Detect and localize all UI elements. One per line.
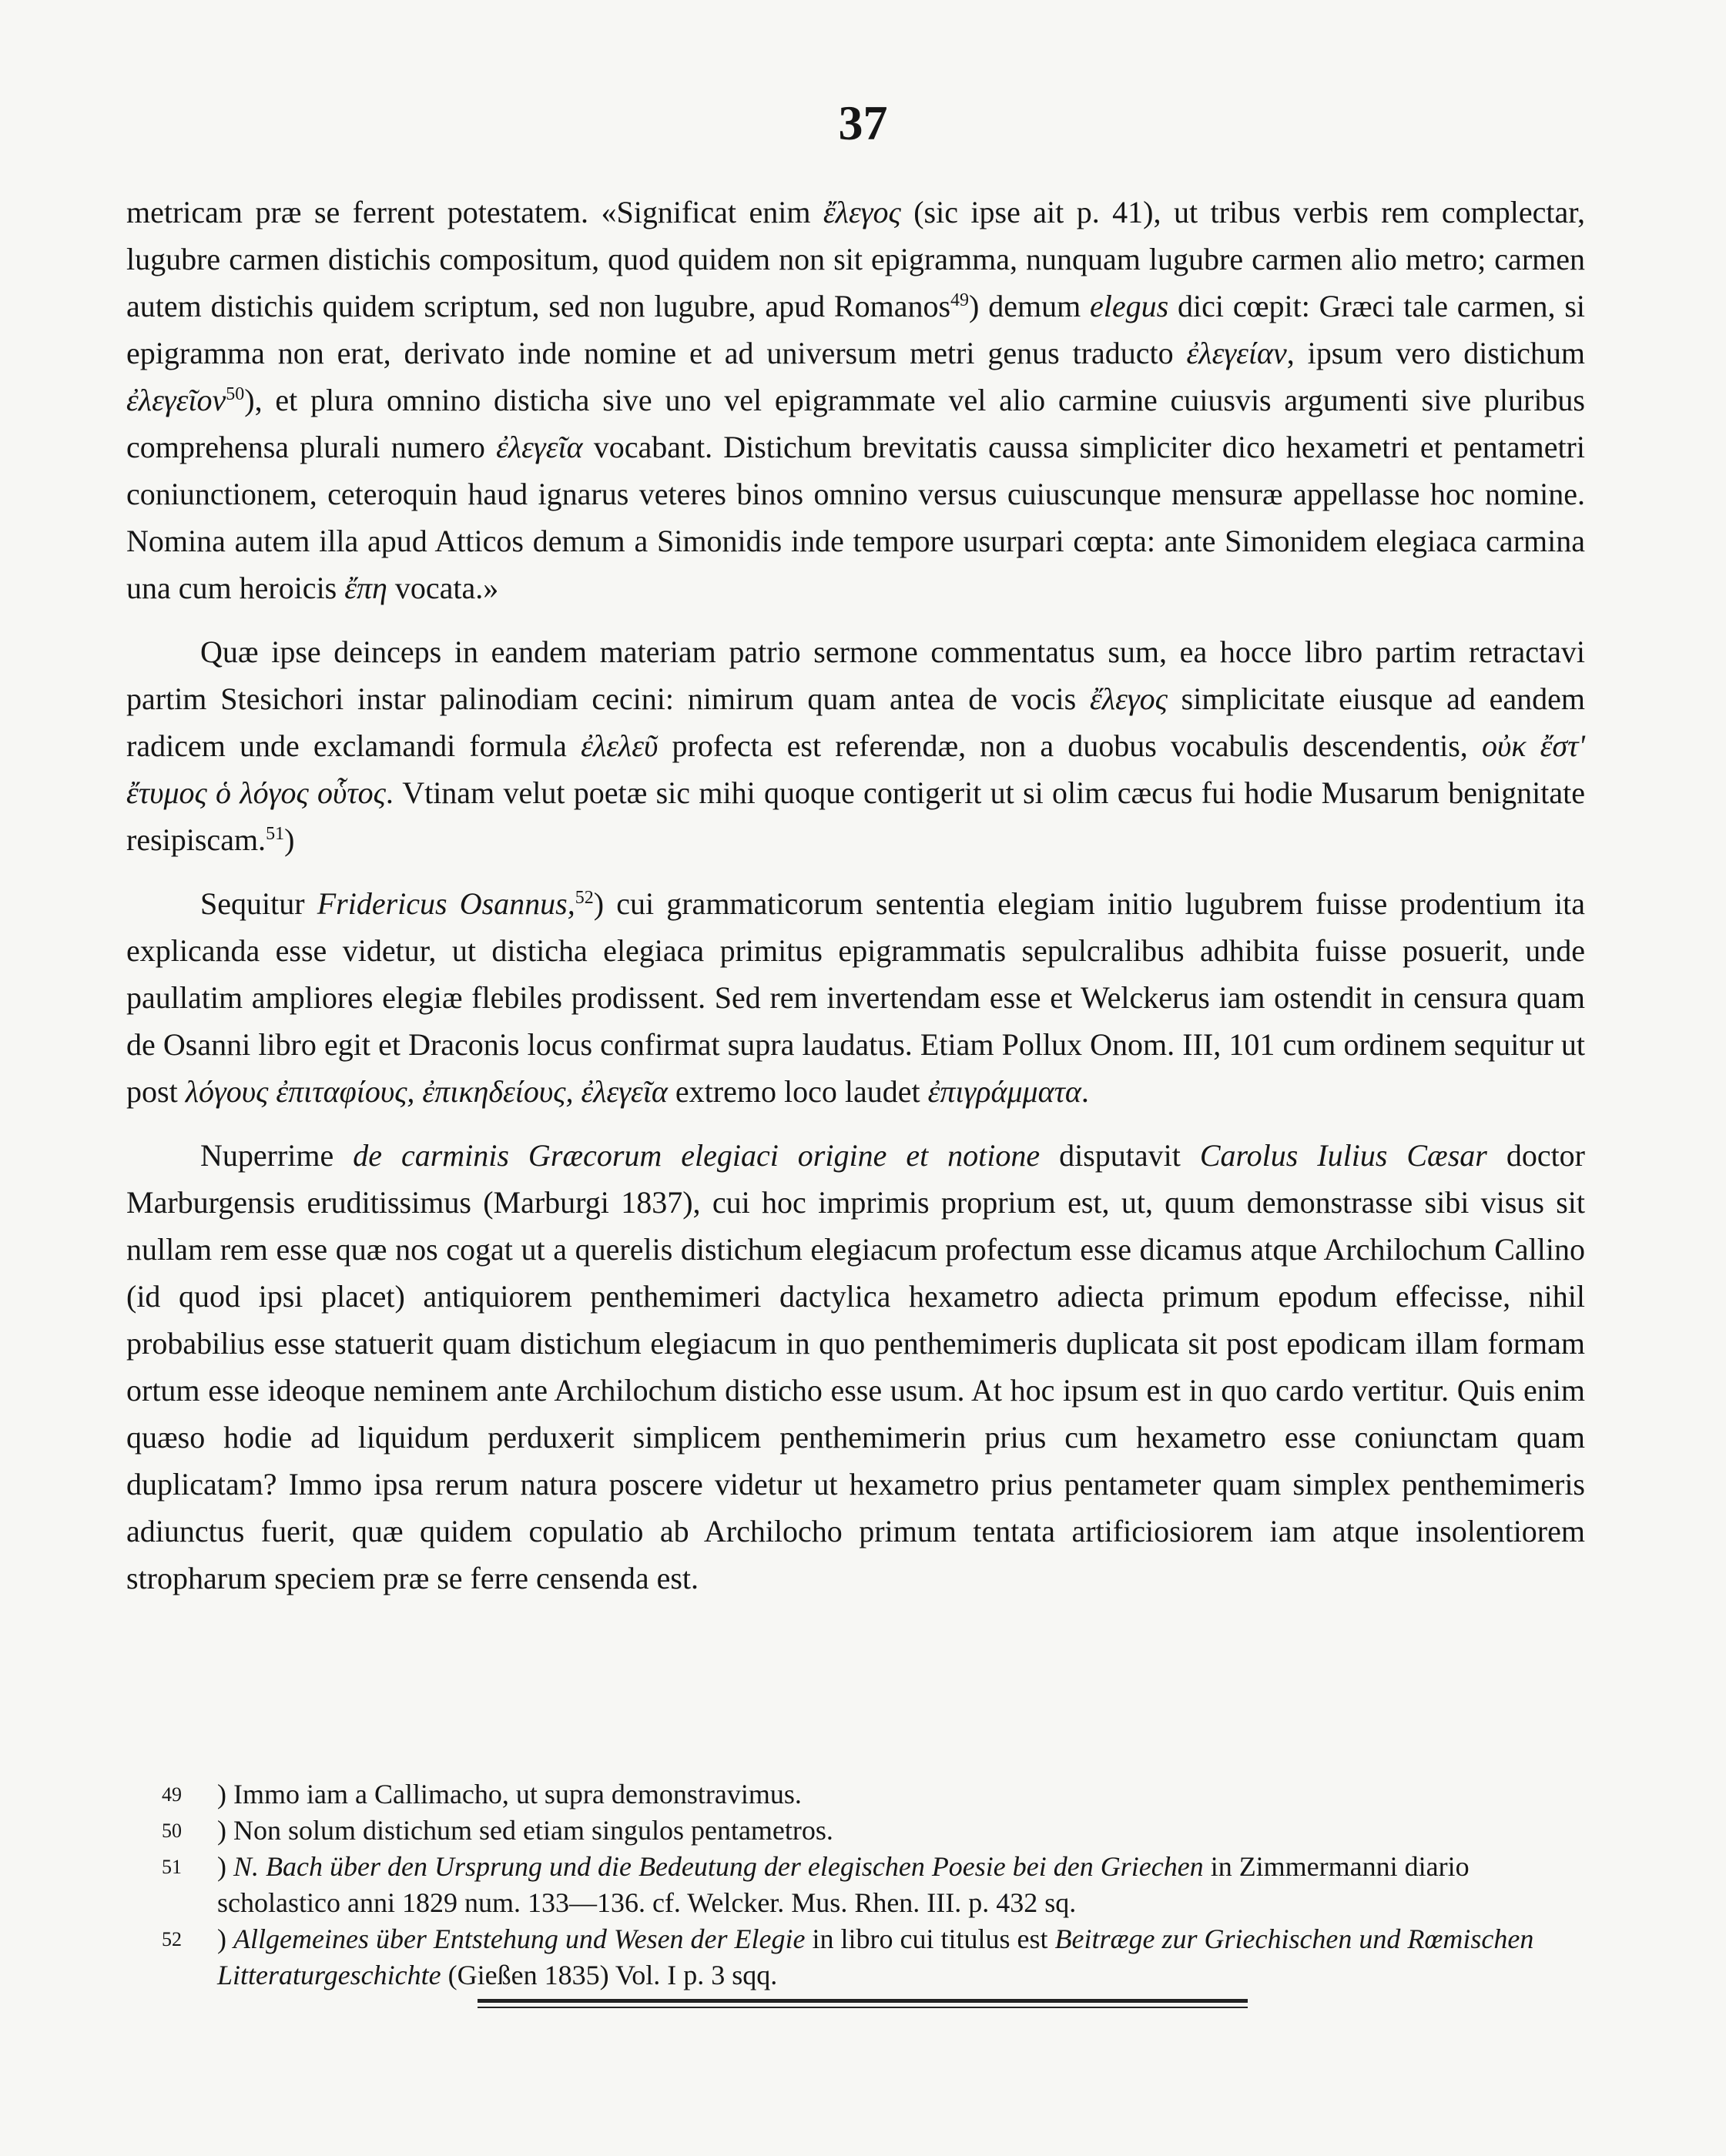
italic-text: de carminis Græcorum elegiaci origine et notione [353, 1138, 1041, 1173]
footnote-ref: 52 [575, 888, 594, 908]
text-run: . Vtinam velut poetæ sic mihi quoque contigerit ut si olim cæcus fui hodie Musarum benignitate resipiscam. [126, 775, 1585, 857]
text-run: in Zimmermanni diario scholastico anni 1829 num. 133—136. cf. Welcker. Mus. Rhen. III. p. 432 sq. [217, 1851, 1470, 1918]
text-run: ) demum [969, 289, 1091, 323]
footnote [162, 1776, 1585, 1813]
text-run: vocata.» [387, 571, 499, 605]
footnote-ref: 50 [226, 384, 245, 404]
text-run: , ipsum vero distichum [1286, 336, 1586, 370]
text-run: ) [217, 1923, 233, 1954]
text-run: extremo loco laudet [667, 1074, 928, 1109]
italic-text: λόγους ἐπιταφίους, ἐπικηδείους, ἐλεγεῖα [185, 1074, 668, 1109]
text-run: simplicitate eiusque ad eandem radicem unde exclamandi formula [126, 681, 1586, 763]
text-run: (sic ipse ait p. 41), ut tribus verbis rem complectar, lugubre carmen distichis compositum, quod quidem non sit epigramma, nunquam lugubre carmen alio metro; carmen autem distichis quidem scriptum, sed non lugubre, apud Romanos [126, 195, 1586, 323]
page-number: 37 [838, 95, 888, 150]
text-run: metricam præ se ferrent potestatem. «Significat enim [126, 195, 823, 229]
text-run: ), et plura omnino disticha sive uno vel epigrammate vel alio carmine cuiusvis argumenti sive pluribus comprehensa plurali numero [126, 383, 1585, 464]
footnote-number: 50 [162, 1820, 182, 1842]
footnotes [162, 1776, 1585, 1994]
footnote-text [217, 1849, 1585, 1921]
footnote-number: 52 [162, 1928, 182, 1950]
footnote [162, 1813, 1585, 1849]
italic-text: Beitræge zur Griechischen und Rœmischen Litteraturgeschichte [217, 1923, 1534, 1990]
italic-text: ἔλεγος [823, 195, 901, 229]
text-run: ) [217, 1851, 233, 1882]
italic-text: ἔπη [344, 571, 387, 605]
italic-text: ἐλεγεῖον [126, 383, 226, 417]
text-run: in libro cui titulus est [805, 1923, 1055, 1954]
italic-text: ἐλεγείαν [1186, 336, 1287, 370]
italic-text: elegus [1090, 289, 1169, 323]
paragraph [126, 189, 1585, 611]
italic-text: Carolus Iulius Cæsar [1199, 1138, 1487, 1173]
italic-text: ἔλεγος [1090, 681, 1168, 716]
text-run: Quæ ipse deinceps in eandem materiam patrio sermone commentatus sum, ea hocce libro partim retractavi partim Stesichori instar palinodiam cecini: nimirum quam antea de vocis [126, 634, 1585, 716]
italic-text: ἐλεγεῖα [496, 430, 583, 464]
italic-text: οὐκ ἔστ' ἔτυμος ὁ λόγος οὗτος [126, 728, 1585, 810]
italic-text: Allgemeines über Entstehung und Wesen der Elegie [233, 1923, 806, 1954]
text-run: profecta est referendæ, non a duobus vocabulis descendentis, [658, 728, 1482, 763]
closing-rule-thin [478, 2007, 1248, 2008]
footnote [162, 1921, 1585, 1994]
text-run: Nuperrime [200, 1138, 354, 1173]
paragraph [126, 1132, 1585, 1602]
footnote-number: 49 [162, 1783, 182, 1806]
footnote-number: 51 [162, 1856, 182, 1878]
italic-text: ἐλελεῦ [581, 728, 659, 763]
text-run: ) cui grammaticorum sententia elegiam initio lugubrem fuisse prodentium ita explicanda esse videtur, ut disticha elegiaca primitus epigrammatis sepulcralibus adhibita fuisse posuerit, unde paullatim ampliores elegiæ flebiles prodissent. Sed rem invertendam esse et Welckerus iam ostendit in censura quam de Osanni libro egit et Draconis locus confirmat supra laudatus. Etiam Pollux Onom. III, 101 cum ordinem sequitur ut post [126, 886, 1585, 1109]
text-run: Sequitur [200, 886, 317, 921]
text-run: (Gießen 1835) Vol. I p. 3 sqq. [441, 1960, 778, 1990]
paragraph [126, 880, 1585, 1115]
footnote-text [217, 1921, 1585, 1994]
footnote [162, 1849, 1585, 1921]
text-run: ) Immo iam a Callimacho, ut supra demonstravimus. [217, 1779, 802, 1810]
text-run: vocabant. Distichum brevitatis caussa simpliciter dico hexametri et pentametri coniunctionem, ceteroquin haud ignarus veteres binos omnino versus cuiuscunque mensuræ appellasse hoc nomine. Nomina autem illa apud Atticos demum a Simonidis inde tempore usurpari cœpta: ante Simonidem elegiaca carmina una cum heroicis [126, 430, 1585, 605]
footnote-ref: 51 [266, 824, 285, 844]
text-run: doctor Marburgensis eruditissimus (Marburgi 1837), cui hoc imprimis proprium est, ut, quum demonstrasse sibi visus sit nullam rem esse quæ nos cogat ut a querelis distichum elegiacum profectum esse dicamus atque Archilochum Callino (id quod ipsi placet) antiquiorem penthemimeri dactylica hexametro adiecta primum epodum effecisse, nihil probabilius esse statuerit quam distichum elegiacum in quo penthemimeris duplicata sit post epodicam illam formam ortum esse ideoque neminem ante Archilochum disticho esse usum. At hoc ipsum est in quo cardo vertitur. Quis enim quæso hodie ad liquidum perduxerit simplicem penthemimerin prius cum hexametro esse coniunctam quam duplicatam? Immo ipsa rerum natura poscere videtur ut hexametro prius pentameter quam simplex penthemimeris adiunctus fuerit, quæ quidem copulatio ab Archilocho primum tentata artificiosiorem iam atque insolentiorem stropharum speciem præ se ferre censenda est. [126, 1138, 1585, 1595]
closing-rule-thick [478, 1999, 1248, 2003]
italic-text: ἐπιγράμματα [927, 1074, 1081, 1109]
body-text [126, 189, 1585, 1602]
text-run: ) Non solum distichum sed etiam singulos pentametros. [217, 1815, 833, 1846]
paragraph [126, 628, 1585, 863]
text-run: . [1081, 1074, 1089, 1109]
footnote-text [217, 1813, 1585, 1849]
text-run: ) [284, 822, 295, 857]
text-run: dici cœpit: Græci tale carmen, si epigramma non erat, derivato inde nomine et ad universum metri genus traducto [126, 289, 1585, 370]
footnote-text [217, 1776, 1585, 1813]
text-run: disputavit [1040, 1138, 1200, 1173]
footnote-ref: 49 [950, 290, 970, 310]
italic-text: Fridericus Osannus, [317, 886, 575, 921]
italic-text: N. Bach über den Ursprung und die Bedeutung der elegischen Poesie bei den Griechen [233, 1851, 1204, 1882]
closing-rule [478, 1999, 1248, 2008]
